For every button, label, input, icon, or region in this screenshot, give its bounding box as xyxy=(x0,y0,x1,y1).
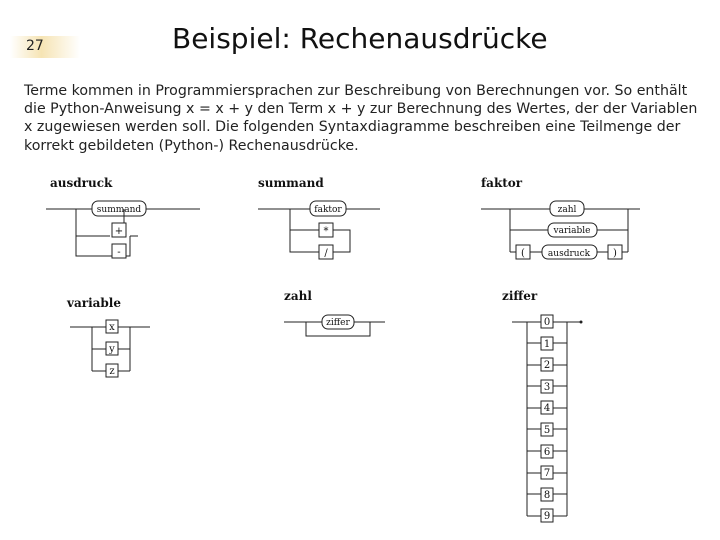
diagram-variable xyxy=(66,296,150,377)
diagram-faktor xyxy=(481,176,640,259)
body-line: die Python-Anweisung x = x + y den Term x + y zur Berechnung des Wertes, der der Variablen xyxy=(24,101,698,118)
box-digit-7-label: 7 xyxy=(543,468,551,479)
box-zahl-label: zahl xyxy=(557,205,577,215)
box-digit-6-label: 6 xyxy=(543,447,551,458)
box-minus-label: - xyxy=(117,247,121,258)
body-line: x zugewiesen werden soll. Die folgenden Syntaxdiagramme beschreiben eine Teilmenge der xyxy=(24,119,681,136)
box-rparen-label: ) xyxy=(613,248,617,259)
box-digit-0-label: 0 xyxy=(543,317,551,328)
box-digit-3-label: 3 xyxy=(543,382,551,393)
box-var-y-label: y xyxy=(109,344,115,355)
diagram-title-summand: summand xyxy=(258,176,324,190)
box-digit-1-label: 1 xyxy=(543,339,551,350)
diagram-ziffer xyxy=(502,289,583,522)
box-digit-2-label: 2 xyxy=(543,360,551,371)
diagram-title-variable: variable xyxy=(67,296,121,310)
ziffer-boxes xyxy=(527,315,567,522)
body-line: korrekt gebildeten (Python-) Rechenausdrücke. xyxy=(24,137,359,154)
box-summand-label: summand xyxy=(96,205,142,215)
box-plus-label: + xyxy=(114,226,124,237)
diagram-title-faktor: faktor xyxy=(481,176,523,190)
slide-title: Beispiel: Rechenausdrücke xyxy=(172,22,548,55)
diagram-zahl xyxy=(284,289,385,336)
box-div-label: / xyxy=(324,248,328,259)
diagram-summand xyxy=(258,176,380,259)
box-ausdruck-label: ausdruck xyxy=(547,249,591,259)
box-ziffer-label: ziffer xyxy=(326,318,350,328)
box-times-label: * xyxy=(323,226,329,237)
box-faktor-label: faktor xyxy=(314,205,342,215)
box-digit-9-label: 9 xyxy=(543,511,551,522)
diagram-ausdruck xyxy=(46,176,200,258)
box-var-z-label: z xyxy=(109,366,115,377)
box-lparen-label: ( xyxy=(521,248,525,259)
box-digit-5-label: 5 xyxy=(543,425,551,436)
box-var-x-label: x xyxy=(109,322,115,333)
slide-number-text: 27 xyxy=(26,38,44,54)
diagram-title-zahl: zahl xyxy=(284,289,312,303)
box-digit-8-label: 8 xyxy=(543,490,551,501)
diagram-title-ausdruck: ausdruck xyxy=(50,176,113,190)
diagram-title-ziffer: ziffer xyxy=(502,289,538,303)
box-digit-4-label: 4 xyxy=(543,403,551,414)
body-line: Terme kommen in Programmiersprachen zur Beschreibung von Berechnungen vor. So enthält xyxy=(24,83,688,99)
box-variable-label: variable xyxy=(553,226,591,236)
